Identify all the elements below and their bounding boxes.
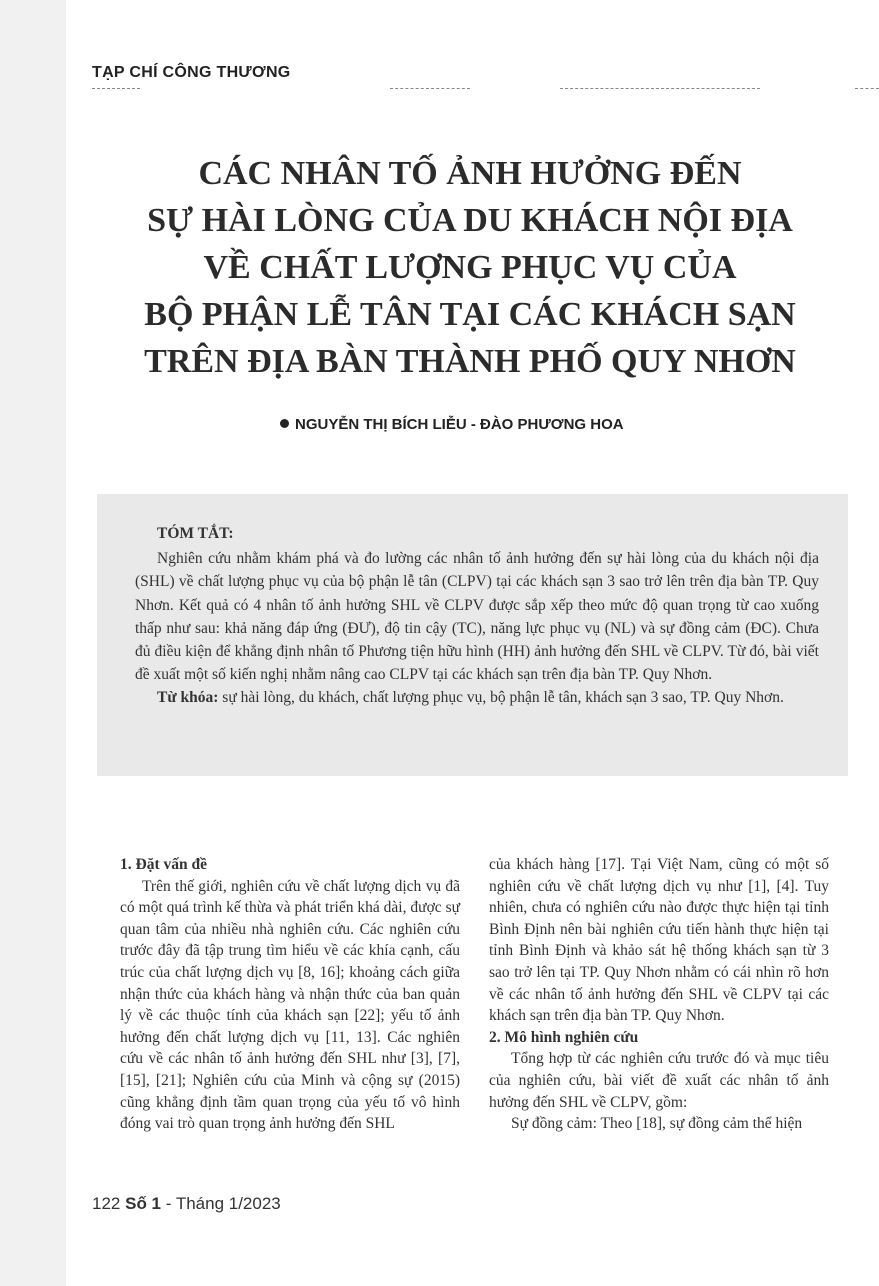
header-rule (390, 88, 470, 89)
column-left (120, 854, 460, 1135)
bullet-icon (280, 419, 289, 428)
title-line: TRÊN ĐỊA BÀN THÀNH PHỐ QUY NHƠN (144, 343, 796, 380)
page-footer (92, 1194, 281, 1214)
article-title (100, 150, 840, 385)
section-heading: 1. Đặt vấn đề (120, 856, 207, 873)
page-edge-shadow (0, 0, 66, 1286)
paragraph: của khách hàng [17]. Tại Việt Nam, cũng có một số nghiên cứu về chất lượng dịch vụ như [1], [4]. Tuy nhiên, chưa có nghiên cứu nào được thực hiện tại tỉnh Bình Định nên bài nghiên cứu tiến hành thực hiện tại tỉnh Bình Định và khảo sát hệ thống khách sạn từ 3 sao trở lên tại TP. Quy Nhơn nhằm có cái nhìn rõ hơn về các nhân tố ảnh hưởng đến SHL về CLPV tại các khách sạn trên địa bàn TP. Quy Nhơn. (489, 856, 829, 1025)
authors (280, 416, 624, 433)
abstract-box (97, 494, 848, 776)
paragraph: Trên thế giới, nghiên cứu về chất lượng dịch vụ đã có một quá trình kế thừa và phát triển khá dài, được sự quan tâm của nhiều nhà nghiên cứu. Các nghiên cứu trước đây đã tập trung tìm hiểu về các khía cạnh, cấu trúc của chất lượng dịch vụ [8, 16]; khoảng cách giữa nhận thức của khách hàng và nhận thức của ban quản lý về các thuộc tính của khách sạn [22]; yếu tố ảnh hưởng đến chất lượng dịch vụ [11, 13]. Các nghiên cứu về các nhân tố ảnh hưởng đến SHL như [3], [7], [15], [21]; Nghiên cứu của Minh và cộng sự (2015) cũng khẳng định tầm quan trọng của yếu tố vô hình đóng vai trò quan trọng ảnh hưởng đến SHL (120, 877, 460, 1133)
title-line: SỰ HÀI LÒNG CỦA DU KHÁCH NỘI ĐỊA (147, 202, 793, 239)
issue-number: Số 1 (125, 1194, 162, 1213)
header-rule (560, 88, 760, 89)
abstract-heading: TÓM TẮT: (157, 525, 234, 542)
header-rule (855, 88, 879, 89)
section-heading: 2. Mô hình nghiên cứu (489, 1028, 639, 1046)
keywords-text: sự hài lòng, du khách, chất lượng phục vụ, bộ phận lễ tân, khách sạn 3 sao, TP. Quy Nhơn. (222, 689, 784, 707)
journal-name: TẠP CHÍ CÔNG THƯƠNG (92, 64, 291, 81)
issue-date: - Tháng 1/2023 (161, 1194, 281, 1213)
header-rule (92, 88, 140, 89)
paragraph: Tổng hợp từ các nghiên cứu trước đó và mục tiêu của nghiên cứu, bài viết đề xuất các nhân tố ảnh hưởng đến SHL về CLPV, gồm: (489, 1050, 829, 1111)
keywords (135, 686, 819, 709)
author-names: NGUYỄN THỊ BÍCH LIỄU - ĐÀO PHƯƠNG HOA (295, 416, 624, 433)
title-line: CÁC NHÂN TỐ ẢNH HƯỞNG ĐẾN (198, 155, 742, 192)
column-right (489, 854, 829, 1135)
paragraph: Sự đồng cảm: Theo [18], sự đồng cảm thể hiện (511, 1115, 803, 1133)
keywords-label: Từ khóa: (157, 689, 219, 707)
title-line: VỀ CHẤT LƯỢNG PHỤC VỤ CỦA (203, 249, 737, 286)
title-line: BỘ PHẬN LỄ TÂN TẠI CÁC KHÁCH SẠN (144, 296, 796, 333)
page-number: 122 (92, 1194, 121, 1213)
abstract-text: Nghiên cứu nhằm khám phá và đo lường các nhân tố ảnh hưởng đến sự hài lòng của du khách nội địa (SHL) về chất lượng phục vụ của bộ phận lễ tân (CLPV) tại các khách sạn 3 sao trở lên trên địa bàn TP. Quy Nhơn. Kết quả có 4 nhân tố ảnh hưởng SHL về CLPV được sắp xếp theo mức độ quan trọng từ cao xuống thấp như sau: khả năng đáp ứng (ĐƯ), độ tin cậy (TC), năng lực phục vụ (NL) và sự đồng cảm (ĐC). Chưa đủ điều kiện để khẳng định nhân tố Phương tiện hữu hình (HH) ảnh hưởng đến SHL về CLPV. Từ đó, bài viết đề xuất một số kiến nghị nhằm nâng cao CLPV tại các khách sạn trên địa bàn TP. Quy Nhơn. (135, 550, 819, 684)
